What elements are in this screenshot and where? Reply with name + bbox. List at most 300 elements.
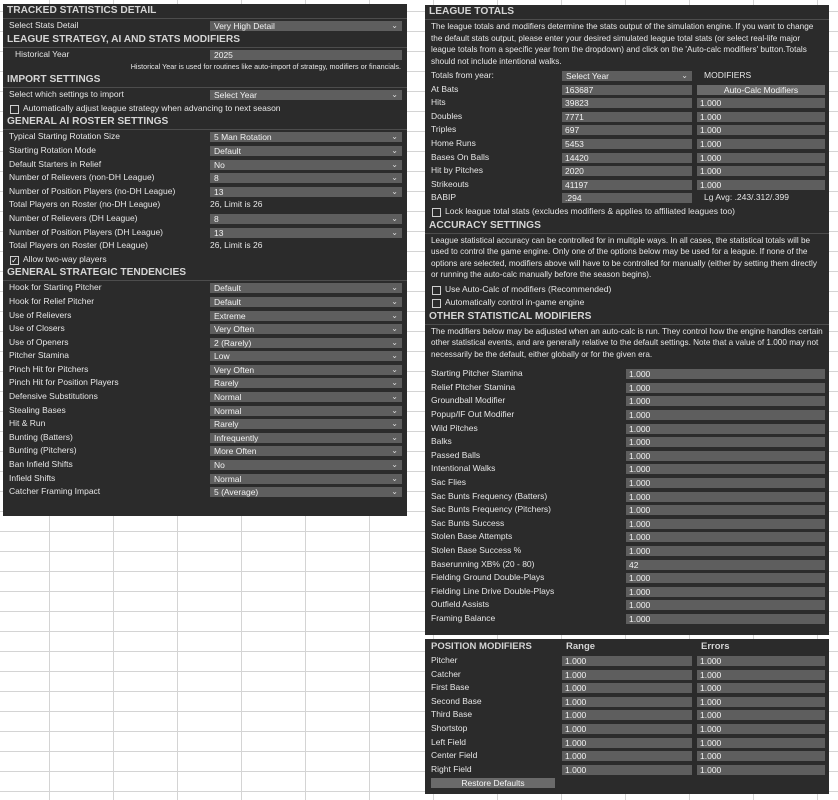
total-players-nodh-value: 26, Limit is 26	[210, 199, 263, 210]
other-modifier-label: Wild Pitches	[431, 422, 478, 433]
select-value: Default	[214, 283, 241, 294]
other-modifier-value: 1.000	[629, 573, 651, 584]
tendency-label: Use of Relievers	[9, 309, 72, 320]
position-label: Center Field	[431, 750, 478, 761]
range-input[interactable]	[562, 751, 692, 761]
range-input[interactable]	[562, 738, 692, 748]
select-value: Extreme	[214, 310, 246, 321]
tendency-select[interactable]	[210, 365, 402, 375]
two-way-checkbox-row[interactable]	[7, 253, 403, 267]
errors-value: 1.000	[700, 764, 722, 775]
tendency-label: Bunting (Batters)	[9, 431, 73, 442]
other-modifier-input[interactable]	[626, 478, 825, 488]
chevron-down-icon: ⌄	[391, 186, 398, 196]
tendency-select[interactable]	[210, 311, 402, 321]
checkbox-icon[interactable]: ✓	[11, 255, 18, 265]
accuracy-header: ACCURACY SETTINGS	[425, 219, 829, 234]
other-modifier-label: Outfield Assists	[431, 599, 490, 610]
select-value: 5 (Average)	[214, 487, 259, 498]
other-modifier-row	[429, 503, 825, 517]
chevron-down-icon: ⌄	[391, 296, 398, 306]
select-value: More Often	[214, 446, 257, 457]
historical-year-input[interactable]	[210, 50, 402, 60]
errors-value: 1.000	[700, 751, 722, 762]
right-settings-panel	[425, 5, 829, 635]
historical-year-row	[7, 48, 403, 62]
babip-label: BABIP	[431, 192, 457, 203]
select-value: Rarely	[214, 419, 239, 430]
league-totals-description: The league totals and modifiers determine the stats output of the simulation engine. If you want to change the default stats output, please enter your desired simulated league total stats (or select real-life major league totals from a specific year from the dropdown) and click on the 'Auto-calc modifiers' button.Totals should not include intentional walks.	[431, 22, 814, 66]
other-modifier-value: 1.000	[629, 545, 651, 556]
tendency-select[interactable]	[210, 487, 402, 497]
position-row	[429, 722, 825, 736]
tendency-select[interactable]	[210, 297, 402, 307]
totals-year-row	[429, 69, 825, 83]
tendency-row	[7, 336, 403, 350]
stats-detail-row	[7, 19, 403, 33]
other-modifier-row	[429, 544, 825, 558]
totals-year-label: Totals from year:	[431, 70, 494, 80]
range-value: 1.000	[565, 710, 587, 721]
totals-year-value: Select Year	[566, 71, 610, 81]
other-modifier-input[interactable]	[626, 451, 825, 461]
select-value: 13	[214, 186, 224, 197]
chevron-down-icon: ⌄	[681, 71, 688, 80]
league-totals-header: LEAGUE TOTALS	[425, 5, 829, 20]
modifier-input[interactable]	[697, 180, 825, 190]
restore-row	[429, 776, 825, 790]
other-modifier-label: Popup/IF Out Modifier	[431, 409, 515, 419]
league-total-value: 14420	[565, 152, 589, 163]
position-label: Pitcher	[431, 655, 458, 665]
chevron-down-icon: ⌄	[391, 487, 398, 497]
other-modifier-row	[429, 422, 825, 436]
ai-roster-label: Number of Relievers (DH League)	[9, 212, 138, 223]
range-input[interactable]	[562, 683, 692, 693]
tendency-select[interactable]	[210, 474, 402, 484]
other-modifier-row	[429, 490, 825, 504]
other-modifier-input[interactable]	[626, 437, 825, 447]
tendency-row	[7, 376, 403, 390]
league-total-row	[429, 110, 825, 124]
tendency-select[interactable]	[210, 460, 402, 470]
checkbox-icon[interactable]	[432, 208, 441, 217]
modifier-input[interactable]	[697, 112, 825, 122]
league-total-input[interactable]	[562, 139, 692, 149]
other-modifier-row	[429, 394, 825, 408]
modifier-value: 1.000	[700, 125, 722, 136]
chevron-down-icon: ⌄	[391, 460, 398, 470]
select-value: No	[214, 159, 225, 170]
other-modifier-row	[429, 517, 825, 531]
position-modifiers-header-row	[429, 639, 825, 654]
ai-roster-row	[7, 185, 403, 199]
other-modifier-label: Starting Pitcher Stamina	[431, 368, 523, 379]
auto-calc-modifiers-button[interactable]	[697, 85, 825, 95]
other-modifier-value: 1.000	[629, 600, 651, 611]
position-row	[429, 708, 825, 722]
position-label: Second Base	[431, 695, 482, 706]
chevron-down-icon: ⌄	[391, 351, 398, 361]
tendency-row	[7, 309, 403, 323]
import-select-label: Select which settings to import	[9, 89, 124, 100]
league-total-row	[429, 96, 825, 110]
league-total-label: Hit by Pitches	[431, 165, 483, 176]
rotation-mode-select[interactable]	[210, 146, 402, 156]
babip-value: .294	[565, 193, 582, 204]
other-modifier-label: Framing Balance	[431, 612, 496, 623]
other-modifier-input[interactable]	[626, 546, 825, 556]
range-value: 1.000	[565, 696, 587, 707]
tendency-label: Pinch Hit for Position Players	[9, 377, 119, 388]
stats-detail-value: Very High Detail	[214, 21, 275, 31]
tendency-select[interactable]	[210, 406, 402, 416]
other-modifier-label: Groundball Modifier	[431, 395, 506, 406]
tendency-label: Bunting (Pitchers)	[9, 445, 77, 456]
modifier-input[interactable]	[697, 125, 825, 135]
errors-input[interactable]	[697, 670, 825, 680]
stats-detail-select[interactable]	[210, 21, 402, 31]
league-total-value: 7771	[565, 111, 584, 122]
chevron-down-icon: ⌄	[391, 473, 398, 483]
tendency-label: Stealing Bases	[9, 404, 66, 415]
range-input[interactable]	[562, 724, 692, 734]
other-modifier-input[interactable]	[626, 560, 825, 570]
league-total-label: Strikeouts	[431, 178, 469, 189]
errors-value: 1.000	[700, 710, 722, 721]
range-input[interactable]	[562, 765, 692, 775]
range-value: 1.000	[565, 656, 587, 666]
position-label: Left Field	[431, 736, 466, 747]
modifier-value: 1.000	[700, 98, 722, 109]
tracked-stats-header: TRACKED STATISTICS DETAIL	[3, 4, 407, 19]
modifier-value: 1.000	[700, 152, 722, 163]
tendency-select[interactable]	[210, 433, 402, 443]
other-modifier-row	[429, 558, 825, 572]
other-modifier-input[interactable]	[626, 505, 825, 515]
league-total-input[interactable]	[562, 180, 692, 190]
other-modifier-input[interactable]	[626, 464, 825, 474]
checkbox-icon[interactable]	[10, 105, 19, 114]
chevron-down-icon: ⌄	[391, 310, 398, 320]
ai-roster-row	[7, 239, 403, 253]
range-input[interactable]	[562, 710, 692, 720]
errors-value: 1.000	[700, 656, 722, 666]
ai-roster-label: Default Starters in Relief	[9, 158, 102, 169]
select-value: No	[214, 460, 225, 471]
other-modifier-row	[429, 530, 825, 544]
auto-adjust-checkbox-row[interactable]	[7, 102, 403, 116]
other-modifier-row	[429, 598, 825, 612]
lock-totals-checkbox-row[interactable]	[429, 205, 825, 219]
modifier-value: 1.000	[700, 138, 722, 149]
range-input[interactable]	[562, 670, 692, 680]
other-modifier-input[interactable]	[626, 492, 825, 502]
babip-row	[429, 191, 825, 205]
other-modifier-value: 1.000	[629, 477, 651, 488]
ai-roster-label: Number of Position Players (DH League)	[9, 226, 164, 237]
tendency-label: Defensive Substitutions	[9, 391, 98, 402]
chevron-down-icon: ⌄	[391, 446, 398, 456]
chevron-down-icon: ⌄	[391, 173, 398, 183]
ingame-checkbox-row[interactable]	[429, 296, 825, 310]
tendency-select[interactable]	[210, 392, 402, 402]
rotation-size-select[interactable]	[210, 132, 402, 142]
other-modifier-input[interactable]	[626, 532, 825, 542]
league-total-row	[429, 83, 825, 97]
historical-year-value: 2025	[214, 49, 233, 60]
modifier-input[interactable]	[697, 139, 825, 149]
errors-input[interactable]	[697, 751, 825, 761]
tendency-row	[7, 458, 403, 472]
modifier-input[interactable]	[697, 98, 825, 108]
league-total-row	[429, 164, 825, 178]
chevron-down-icon: ⌄	[391, 227, 398, 237]
other-modifier-input[interactable]	[626, 383, 825, 393]
errors-value: 1.000	[700, 723, 722, 734]
other-modifier-label: Stolen Base Success %	[431, 544, 522, 555]
league-total-value: 39823	[565, 98, 589, 109]
range-value: 1.000	[565, 751, 587, 762]
position-label: First Base	[431, 682, 470, 693]
other-modifier-row	[429, 435, 825, 449]
autocalc-checkbox-row[interactable]	[429, 283, 825, 297]
other-modifier-input[interactable]	[626, 573, 825, 583]
select-value: Very Often	[214, 364, 255, 375]
other-modifier-value: 1.000	[629, 491, 651, 502]
chevron-down-icon: ⌄	[391, 324, 398, 334]
league-total-row	[429, 178, 825, 192]
chevron-down-icon: ⌄	[391, 21, 398, 30]
chevron-down-icon: ⌄	[391, 283, 398, 293]
ai-roster-label: Typical Starting Rotation Size	[9, 131, 121, 142]
ai-roster-label: Number of Relievers (non-DH League)	[9, 172, 155, 183]
tendency-label: Use of Openers	[9, 336, 69, 347]
other-modifier-value: 1.000	[629, 518, 651, 529]
other-modifier-input[interactable]	[626, 600, 825, 610]
stats-detail-label: Select Stats Detail	[9, 20, 79, 30]
other-modifiers-header: OTHER STATISTICAL MODIFIERS	[425, 310, 829, 325]
errors-input[interactable]	[697, 697, 825, 707]
tendency-row	[7, 404, 403, 418]
range-value: 1.000	[565, 737, 587, 748]
errors-input[interactable]	[697, 724, 825, 734]
other-modifier-value: 1.000	[629, 464, 651, 475]
league-total-value: 163687	[565, 84, 594, 95]
range-input[interactable]	[562, 697, 692, 707]
babip-field[interactable]	[562, 193, 692, 203]
other-modifier-label: Fielding Ground Double-Plays	[431, 572, 545, 583]
tendency-row	[7, 281, 403, 295]
errors-input[interactable]	[697, 765, 825, 775]
other-modifier-input[interactable]	[626, 424, 825, 434]
import-year-select[interactable]	[210, 90, 402, 100]
chevron-down-icon: ⌄	[391, 132, 398, 142]
range-value: 1.000	[565, 683, 587, 694]
tendency-row	[7, 295, 403, 309]
historical-year-note: Historical Year is used for routines like auto-import of strategy, modifiers or financials.	[130, 62, 401, 72]
tendency-select[interactable]	[210, 324, 402, 334]
other-modifier-value: 1.000	[629, 382, 651, 393]
import-header: IMPORT SETTINGS	[3, 73, 407, 88]
tendency-select[interactable]	[210, 283, 402, 293]
select-value: 8	[214, 213, 219, 224]
league-total-label: Triples	[431, 124, 457, 135]
other-modifier-label: Sac Bunts Frequency (Batters)	[431, 490, 548, 501]
ai-roster-header: GENERAL AI ROSTER SETTINGS	[3, 115, 407, 130]
other-modifier-input[interactable]	[626, 369, 825, 379]
restore-defaults-button[interactable]	[431, 778, 555, 788]
league-total-input[interactable]	[562, 98, 692, 108]
ai-roster-row	[7, 226, 403, 240]
modifier-value: 1.000	[700, 179, 722, 190]
errors-input[interactable]	[697, 738, 825, 748]
range-input[interactable]	[562, 656, 692, 666]
tendency-row	[7, 322, 403, 336]
position-label: Shortstop	[431, 722, 468, 733]
select-value: 8	[214, 173, 219, 184]
position-label: Right Field	[431, 763, 472, 774]
select-value: Default	[214, 145, 241, 156]
other-modifier-input[interactable]	[626, 614, 825, 624]
league-total-input[interactable]	[562, 153, 692, 163]
modifier-input[interactable]	[697, 166, 825, 176]
chevron-down-icon: ⌄	[391, 337, 398, 347]
tendency-row	[7, 390, 403, 404]
league-total-value: 697	[565, 125, 580, 136]
tendency-select[interactable]	[210, 378, 402, 388]
tendency-label: Use of Closers	[9, 323, 65, 334]
position-label: Third Base	[431, 709, 473, 720]
other-modifier-input[interactable]	[626, 410, 825, 420]
tendency-row	[7, 472, 403, 486]
select-value: Very Often	[214, 324, 255, 335]
left-settings-panel	[3, 4, 407, 516]
accuracy-description: League statistical accuracy can be controlled for in multiple ways. In all cases, the statistical totals will be used to control the game engine. Only one of the options below may be used for a league. If none of the options are selected, modifiers above will have to be controlled for manually (either by setting them directly or running the auto-calc manually before the season begins).	[431, 235, 817, 280]
tendency-label: Hook for Relief Pitcher	[9, 295, 95, 306]
modifier-value: 1.000	[700, 166, 722, 177]
league-total-label: At Bats	[431, 83, 459, 94]
errors-value: 1.000	[700, 696, 722, 707]
tendency-label: Catcher Framing Impact	[9, 486, 101, 497]
other-modifier-label: Passed Balls	[431, 449, 481, 460]
ai-roster-label: Number of Position Players (no-DH League)	[9, 185, 176, 196]
chevron-down-icon: ⌄	[391, 159, 398, 169]
modifier-value: 1.000	[700, 111, 722, 122]
ai-roster-label: Starting Rotation Mode	[9, 144, 96, 155]
other-modifier-value: 1.000	[629, 369, 651, 380]
other-modifier-input[interactable]	[626, 396, 825, 406]
other-modifier-value: 1.000	[629, 437, 651, 448]
position-players-nodh-select[interactable]	[210, 187, 402, 197]
tendency-select[interactable]	[210, 338, 402, 348]
chevron-down-icon: ⌄	[391, 405, 398, 415]
tendency-row	[7, 363, 403, 377]
other-modifier-value: 42	[629, 559, 639, 570]
league-total-input[interactable]	[562, 166, 692, 176]
historical-year-label: Historical Year	[15, 48, 70, 59]
auto-calc-modifiers-label: Auto-Calc Modifiers	[723, 84, 799, 95]
league-total-row	[429, 137, 825, 151]
checkbox-icon[interactable]	[432, 299, 441, 308]
errors-input[interactable]	[697, 683, 825, 693]
tendency-label: Pitcher Stamina	[9, 350, 69, 361]
modifier-input[interactable]	[697, 153, 825, 163]
league-total-row	[429, 123, 825, 137]
ai-roster-row	[7, 198, 403, 212]
tendency-label: Infield Shifts	[9, 472, 56, 483]
tendencies-header: GENERAL STRATEGIC TENDENCIES	[3, 266, 407, 281]
import-select-row	[7, 88, 403, 102]
position-row	[429, 749, 825, 763]
ai-roster-label: Total Players on Roster (DH League)	[9, 240, 148, 251]
position-row	[429, 763, 825, 777]
tendency-row	[7, 417, 403, 431]
select-value: 5 Man Rotation	[214, 132, 272, 143]
tendency-label: Hook for Starting Pitcher	[9, 282, 102, 293]
ai-roster-row	[7, 171, 403, 185]
other-modifier-row	[429, 462, 825, 476]
other-modifier-input[interactable]	[626, 587, 825, 597]
errors-value: 1.000	[700, 683, 722, 694]
chevron-down-icon: ⌄	[391, 364, 398, 374]
tendency-row	[7, 349, 403, 363]
chevron-down-icon: ⌄	[391, 419, 398, 429]
position-modifiers-header: POSITION MODIFIERS	[431, 641, 532, 652]
other-modifier-row	[429, 612, 825, 626]
select-value: 13	[214, 227, 224, 238]
totals-year-select[interactable]	[562, 71, 692, 81]
strategy-header: LEAGUE STRATEGY, AI AND STATS MODIFIERS	[3, 33, 407, 48]
position-players-dh-select[interactable]	[210, 228, 402, 238]
other-modifier-label: Relief Pitcher Stamina	[431, 381, 516, 392]
league-total-input[interactable]	[562, 125, 692, 135]
import-year-value: Select Year	[214, 90, 258, 101]
relievers-nodh-select[interactable]	[210, 173, 402, 183]
errors-value: 1.000	[700, 669, 722, 680]
total-players-dh-value: 26, Limit is 26	[210, 240, 263, 251]
select-value: Low	[214, 351, 230, 362]
chevron-down-icon: ⌄	[391, 432, 398, 442]
ingame-label: Automatically control in-game engine	[445, 297, 585, 308]
position-row	[429, 681, 825, 695]
select-value: Default	[214, 296, 241, 307]
league-total-label: Bases On Balls	[431, 151, 490, 162]
tendency-select[interactable]	[210, 446, 402, 456]
league-total-input[interactable]	[562, 85, 692, 95]
league-total-row	[429, 151, 825, 165]
league-total-label: Doubles	[431, 110, 463, 121]
starters-relief-select[interactable]	[210, 160, 402, 170]
ai-roster-row	[7, 158, 403, 172]
tendency-label: Hit & Run	[9, 418, 46, 429]
errors-input[interactable]	[697, 710, 825, 720]
errors-input[interactable]	[697, 656, 825, 666]
range-value: 1.000	[565, 669, 587, 680]
league-average-text: Lg Avg: .243/.312/.399	[704, 192, 789, 203]
other-modifier-input[interactable]	[626, 519, 825, 529]
other-modifier-row	[429, 367, 825, 381]
tendency-select[interactable]	[210, 419, 402, 429]
range-value: 1.000	[565, 764, 587, 775]
tendency-select[interactable]	[210, 351, 402, 361]
other-modifier-row	[429, 381, 825, 395]
other-modifier-row	[429, 449, 825, 463]
league-total-input[interactable]	[562, 112, 692, 122]
checkbox-icon[interactable]	[432, 286, 441, 295]
relievers-dh-select[interactable]	[210, 214, 402, 224]
other-modifier-row	[429, 476, 825, 490]
